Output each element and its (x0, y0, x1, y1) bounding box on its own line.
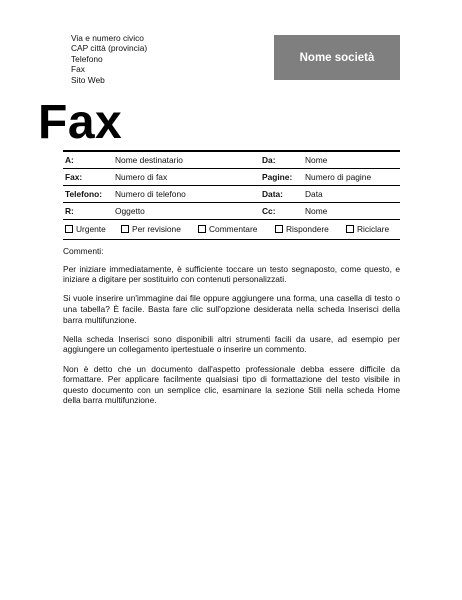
checkbox-icon[interactable] (65, 225, 73, 233)
row-phone-date (63, 185, 400, 202)
phone-value[interactable]: Numero di telefono (115, 189, 186, 199)
document-title: Fax (38, 96, 123, 149)
company-name-box[interactable] (274, 35, 400, 80)
from-label: Da: (262, 155, 276, 165)
checkbox-icon[interactable] (121, 225, 129, 233)
from-value[interactable]: Nome (305, 155, 328, 165)
sender-city[interactable]: CAP città (provincia) (71, 43, 148, 54)
fax-value[interactable]: Numero di fax (115, 172, 168, 182)
row-fax-pages (63, 168, 400, 185)
date-label: Data: (262, 189, 283, 199)
checkbox-recycle-label: Riciclare (357, 224, 390, 234)
sender-website[interactable]: Sito Web (71, 74, 105, 85)
row-re-cc (63, 202, 400, 219)
checkbox-urgent-label: Urgente (76, 224, 106, 234)
checkbox-comment[interactable] (198, 224, 257, 234)
checkbox-icon[interactable] (198, 225, 206, 233)
sender-phone[interactable]: Telefono (71, 53, 103, 64)
to-label: A: (65, 155, 74, 165)
cc-label: Cc: (262, 206, 276, 216)
checkbox-comment-label: Commentare (209, 224, 258, 234)
pages-label: Pagine: (262, 172, 293, 182)
checkbox-icon[interactable] (346, 225, 354, 233)
comments-label: Commenti: (63, 246, 104, 256)
checkbox-row (63, 222, 400, 238)
row-divider (63, 219, 400, 220)
checkbox-urgent[interactable] (65, 224, 106, 234)
pages-value[interactable]: Numero di pagine (305, 172, 372, 182)
sender-address[interactable]: Via e numero civico (71, 33, 144, 43)
checkbox-review[interactable] (121, 224, 181, 234)
row-to-from (63, 151, 400, 168)
cc-value[interactable]: Nome (305, 206, 328, 216)
checkbox-reply-label: Rispondere (286, 224, 329, 234)
body-paragraph[interactable]: Non è detto che un documento dall'aspetto professionale debba essere difficile da formattare. Per applicare facilmente qualsiasi tipo di formattazione del testo visibile in questo documento con un semplice clic, esaminare la sezione Stili nella scheda Home della barra multifunzione. (63, 363, 400, 406)
checkbox-icon[interactable] (275, 225, 283, 233)
re-value[interactable]: Oggetto (115, 206, 145, 216)
fax-label: Fax: (65, 172, 83, 182)
body-paragraph[interactable]: Per iniziare immediatamente, è sufficiente toccare un testo segnaposto, come questo, e iniziare a digitare per sostituirlo con contenuti personalizzati. (63, 263, 400, 285)
sender-block (71, 33, 147, 85)
comments-section (63, 246, 400, 415)
date-value[interactable]: Data (305, 189, 323, 199)
re-label: R: (65, 206, 74, 216)
sender-fax[interactable]: Fax (71, 64, 85, 75)
to-value[interactable]: Nome destinatario (115, 155, 183, 165)
phone-label: Telefono: (65, 189, 103, 199)
checkbox-reply[interactable] (275, 224, 329, 234)
company-name[interactable]: Nome società (299, 51, 375, 64)
body-paragraph[interactable]: Nella scheda Inserisci sono disponibili altri strumenti facili da usare, ad esempio per aggiungere un collegamento ipertestuale o inserire un commento. (63, 333, 400, 355)
body-paragraph[interactable]: Si vuole inserire un'immagine dai file oppure aggiungere una forma, una casella di testo o una tabella? È facile. Basta fare clic sull'opzione desiderata nella scheda Inserisci della barra multifunzione. (63, 293, 400, 325)
checkbox-recycle[interactable] (346, 224, 389, 234)
checkbox-review-label: Per revisione (132, 224, 181, 234)
checkbox-divider (63, 239, 400, 240)
